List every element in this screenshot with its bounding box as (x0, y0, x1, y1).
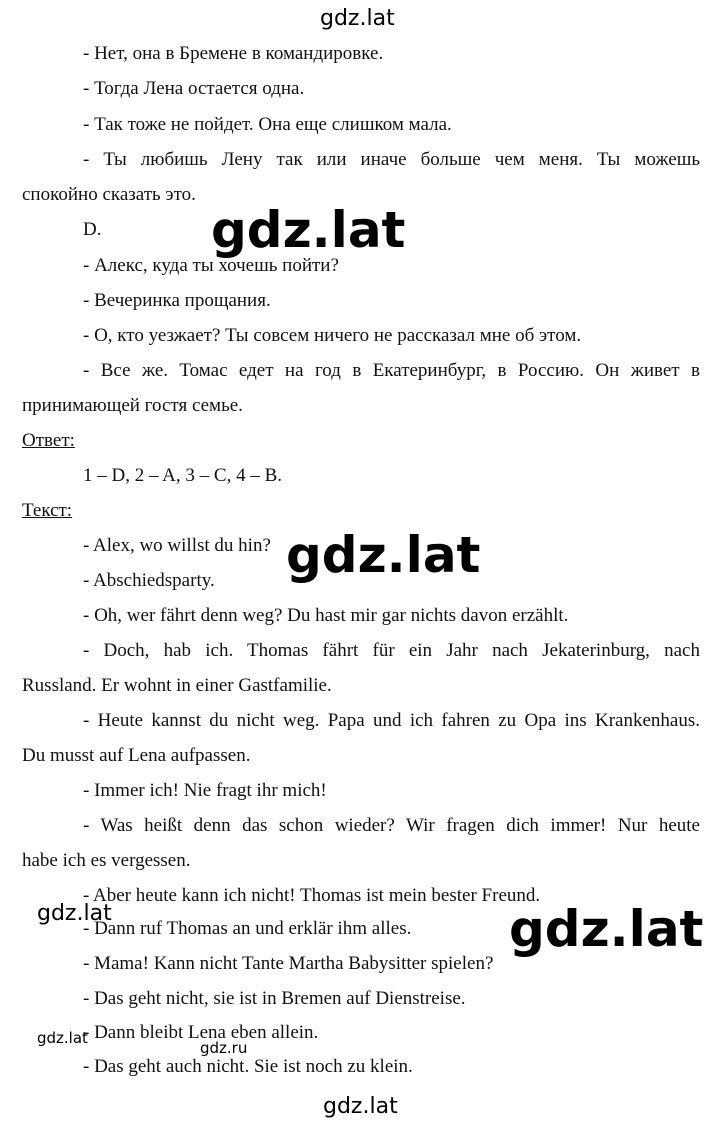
text-line: - Das geht nicht, sie ist in Bremen auf Dienstreise. (83, 988, 466, 1009)
text-line: принимающей гостя семье. (22, 395, 243, 416)
watermark-large: gdz.lat (509, 900, 704, 958)
watermark-small: gdz.ru (200, 1039, 248, 1057)
answer-line: 1 – D, 2 – A, 3 – C, 4 – B. (83, 465, 282, 486)
text-line: - О, кто уезжает? Ты совсем ничего не рассказал мне об этом. (83, 325, 582, 346)
text-line: - Mama! Kann nicht Tante Martha Babysitter spielen? (83, 953, 494, 974)
text-line: спокойно сказать это. (22, 184, 196, 205)
text-line: - Dann ruf Thomas an und erklär ihm alles. (83, 918, 412, 939)
watermark-small: gdz.lat (37, 1029, 88, 1047)
text-line: - Так тоже не пойдет. Она еще слишком мала. (83, 114, 452, 135)
section-letter: D. (83, 219, 102, 240)
text-line: - Doch, hab ich. Thomas fährt für ein Jahr nach Jekaterinburg, nach (83, 640, 700, 661)
text-line: - Das geht auch nicht. Sie ist noch zu klein. (83, 1056, 413, 1077)
text-heading: Текст: (22, 500, 73, 521)
text-line: - Heute kannst du nicht weg. Papa und ich fahren zu Opa ins Krankenhaus. (83, 710, 700, 731)
text-line: - Oh, wer fährt denn weg? Du hast mir gar nichts davon erzählt. (83, 605, 569, 626)
watermark-top: gdz.lat (320, 6, 395, 31)
text-line: - Immer ich! Nie fragt ihr mich! (83, 780, 327, 801)
text-line: Du musst auf Lena aufpassen. (22, 745, 251, 766)
text-line: - Тогда Лена остается одна. (83, 78, 305, 99)
text-line: - Вечеринка прощания. (83, 290, 271, 311)
watermark-left: gdz.lat (37, 901, 112, 926)
text-line: - Все же. Томас едет на год в Екатеринбург, в Россию. Он живет в (83, 360, 700, 381)
text-line: - Alex, wo willst du hin? (83, 535, 271, 556)
text-line: Russland. Er wohnt in einer Gastfamilie. (22, 675, 332, 696)
text-line: - Aber heute kann ich nicht! Thomas ist mein bester Freund. (83, 885, 541, 906)
watermark-large: gdz.lat (211, 201, 406, 259)
text-line: - Abschiedsparty. (83, 570, 215, 591)
text-line: habe ich es vergessen. (22, 850, 191, 871)
watermark-large: gdz.lat (286, 526, 481, 584)
text-line: - Алекс, куда ты хочешь пойти? (83, 255, 339, 276)
answer-heading: Ответ: (22, 430, 75, 451)
watermark-bottom: gdz.lat (323, 1094, 398, 1119)
text-line: - Нет, она в Бремене в командировке. (83, 43, 384, 64)
text-line: - Dann bleibt Lena eben allein. (83, 1022, 319, 1043)
text-line: - Was heißt denn das schon wieder? Wir fragen dich immer! Nur heute (83, 815, 700, 836)
text-line: - Ты любишь Лену так или иначе больше чем меня. Ты можешь (83, 149, 700, 170)
